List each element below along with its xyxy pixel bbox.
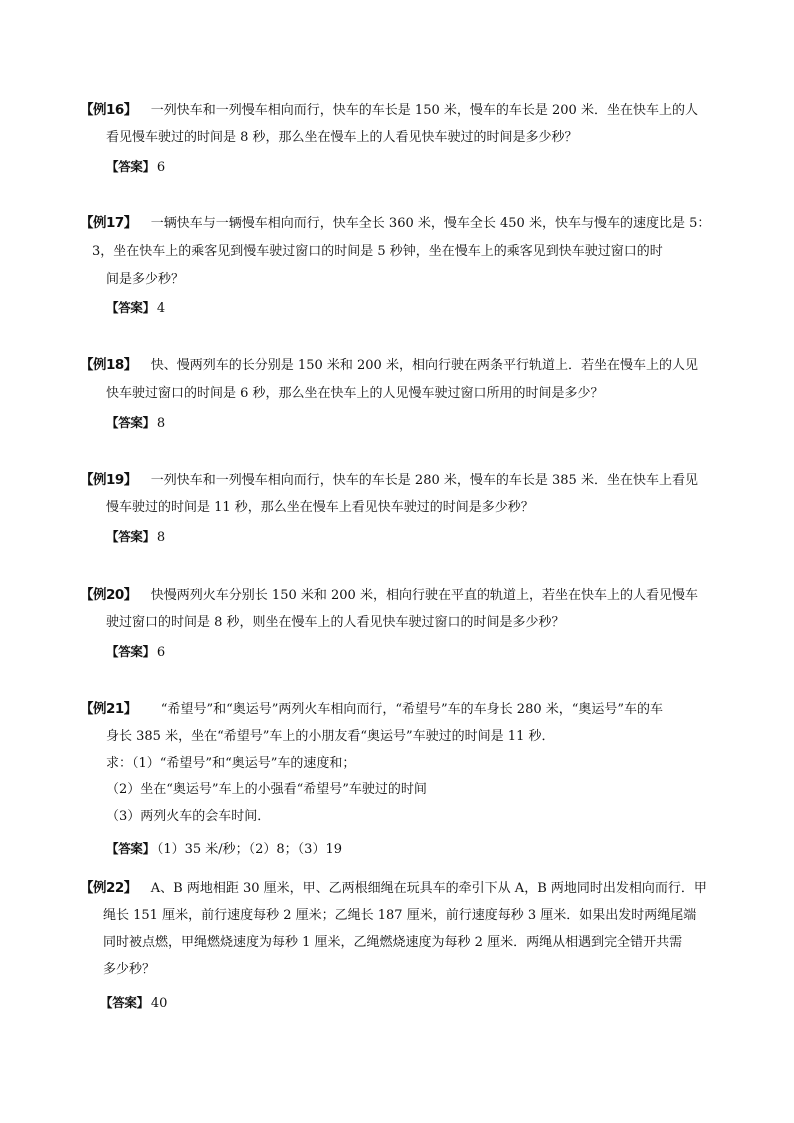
answer-value: 4 bbox=[156, 301, 166, 316]
answer-line bbox=[106, 299, 165, 318]
answer-value: 8 bbox=[156, 530, 166, 545]
problem-label: 【例21】 bbox=[80, 701, 137, 717]
problem-text-line: 快车驶过窗口的时间是 6 秒，那么坐在快车上的人见慢车驶过窗口所用的时间是多少？ bbox=[106, 386, 604, 401]
answer-line bbox=[100, 994, 167, 1013]
answer-line bbox=[106, 414, 165, 433]
problem-label: 【例17】 bbox=[80, 215, 137, 231]
answer-value: 6 bbox=[156, 645, 166, 660]
answer-line bbox=[106, 840, 342, 859]
answer-tag: 【答案】 bbox=[106, 644, 155, 659]
answer-tag: 【答案】 bbox=[106, 159, 155, 174]
answer-tag: 【答案】 bbox=[106, 415, 155, 430]
problem-text-line: 绳长 151 厘米，前行速度每秒 2 厘米；乙绳长 187 厘米，前行速度每秒 3 厘米．如果出发时两绳尾端 bbox=[103, 908, 697, 923]
problem-text-line: （2）坐在“奥运号”车上的小强看“希望号”车驶过的时间 bbox=[106, 782, 427, 797]
answer-value: （1）35 米/秒；（2）8；（3）19 bbox=[156, 842, 342, 857]
problem-text-line: 求：（1）“希望号”和“奥运号”车的速度和； bbox=[106, 756, 356, 771]
problem-text-line: 一列快车和一列慢车相向而行，快车的车长是 280 米，慢车的车长是 385 米．坐在快车上看见 bbox=[150, 473, 698, 488]
problem-label: 【例22】 bbox=[80, 880, 137, 896]
problem-text-line: “希望号”和“奥运号”两列火车相向而行，“希望号”车的车身长 280 米，“奥运号”车的车 bbox=[160, 702, 664, 717]
problem-text-line: 快慢两列火车分别长 150 米和 200 米，相向行驶在平直的轨道上，若坐在快车上的人看见慢车 bbox=[150, 588, 698, 603]
answer-value: 8 bbox=[156, 416, 166, 431]
problem-label: 【例19】 bbox=[80, 472, 137, 488]
problem-text-line: 多少秒？ bbox=[103, 962, 156, 977]
answer-value: 40 bbox=[150, 996, 168, 1011]
answer-value: 6 bbox=[156, 160, 166, 175]
answer-tag: 【答案】 bbox=[106, 300, 155, 315]
problem-text-line: 一辆快车与一辆慢车相向而行，快车全长 360 米，慢车全长 450 米，快车与慢车的速度比是 5： bbox=[150, 216, 711, 231]
answer-line bbox=[106, 158, 165, 177]
problem-text-line: 身长 385 米，坐在“希望号”车上的小朋友看“奥运号”车驶过的时间是 11 秒． bbox=[106, 729, 555, 744]
answer-tag: 【答案】 bbox=[100, 995, 149, 1010]
problem-text-line: A、B 两地相距 30 厘米，甲、乙两根细绳在玩具车的牵引下从 A，B 两地同时出发相向而行．甲 bbox=[150, 881, 707, 896]
problem-text-line: 看见慢车驶过的时间是 8 秒，那么坐在慢车上的人看见快车驶过的时间是多少秒？ bbox=[106, 130, 578, 145]
answer-tag: 【答案】 bbox=[106, 841, 155, 856]
answer-tag: 【答案】 bbox=[106, 529, 155, 544]
problem-label: 【例18】 bbox=[80, 357, 137, 373]
problem-text-line: 同时被点燃，甲绳燃烧速度为每秒 1 厘米，乙绳燃烧速度为每秒 2 厘米．两绳从相遇到完全错开共需 bbox=[103, 935, 683, 950]
answer-line bbox=[106, 643, 165, 662]
problem-text-line: 慢车驶过的时间是 11 秒，那么坐在慢车上看见快车驶过的时间是多少秒？ bbox=[106, 500, 534, 515]
problem-text-line: 间是多少秒？ bbox=[106, 272, 185, 287]
answer-line bbox=[106, 528, 165, 547]
problem-text-line: 一列快车和一列慢车相向而行，快车的车长是 150 米，慢车的车长是 200 米．坐在快车上的人 bbox=[150, 103, 698, 118]
problem-text-line: 3，坐在快车上的乘客见到慢车驶过窗口的时间是 5 秒钟，坐在慢车上的乘客见到快车驶过窗口的时 bbox=[92, 244, 663, 259]
problem-label: 【例16】 bbox=[80, 102, 137, 118]
problem-label: 【例20】 bbox=[80, 587, 137, 603]
problem-text-line: 驶过窗口的时间是 8 秒，则坐在慢车上的人看见快车驶过窗口的时间是多少秒？ bbox=[106, 615, 565, 630]
problem-text-line: 快、慢两列车的长分别是 150 米和 200 米，相向行驶在两条平行轨道上．若坐在慢车上的人见 bbox=[150, 358, 698, 373]
problem-text-line: （3）两列火车的会车时间． bbox=[106, 809, 271, 824]
